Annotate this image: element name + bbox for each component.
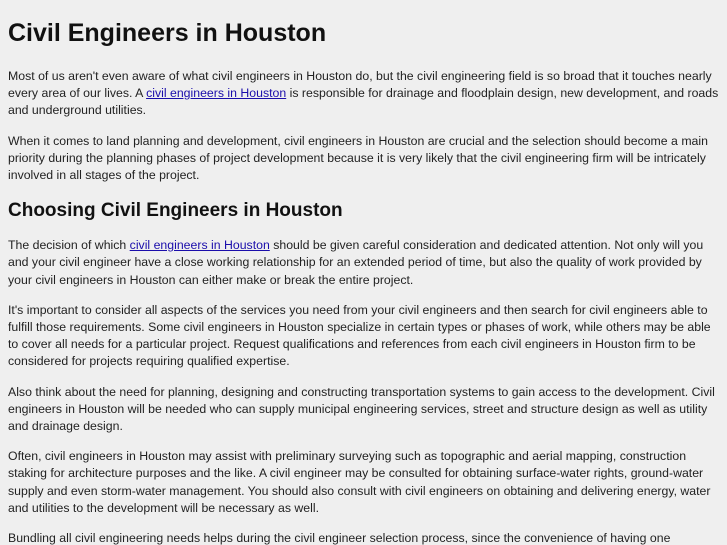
surveying-paragraph: Often, civil engineers in Houston may assist with preliminary surveying such as topographic and aerial mapping, construction staking for architecture purposes and the like. A civil engineer may be consulted for obtaining surface-water rights, ground-water supply and even storm-water management. You should also consult with civil engineers on obtaining and delivering energy, water and utilities to the development will be necessary as well. [8, 449, 711, 515]
decision-paragraph [8, 237, 719, 289]
decision-text-after: should be given careful consideration and dedicated attention. Not only will you and your civil engineer have a close working relationship for an extended period of time, but also the quality of work provided by your civil engineers in Houston can either make or break the entire project. [8, 238, 704, 287]
transportation-paragraph: Also think about the need for planning, designing and constructing transportation systems to gain access to the development. Civil engineers in Houston will be needed who can supply municipal engineering services, street and structure design as well as utility and drainage design. [8, 384, 715, 434]
intro-text-before: Most of us aren't even aware of what civil engineers in Houston do, but the civil engineering field is so broad that it touches nearly every area of our lives. A [8, 69, 712, 101]
civil-engineers-link-1[interactable]: civil engineers in Houston [146, 86, 287, 101]
decision-text-before: The decision of which [8, 238, 130, 253]
section-heading: Choosing Civil Engineers in Houston [8, 200, 343, 222]
planning-paragraph: When it comes to land planning and development, civil engineers in Houston are crucial and the selection should become a main priority during the planning phases of project development because it is very likely that the civil engineering firm will be intricately involved in all stages of the project. [8, 133, 708, 183]
intro-paragraph [8, 68, 719, 120]
civil-engineers-link-2[interactable]: civil engineers in Houston [129, 238, 270, 253]
bundling-paragraph: Bundling all civil engineering needs helps during the civil engineer selection process, since the convenience of having one [8, 531, 671, 545]
intro-text-after: is responsible for drainage and floodplain design, new development, and roads and underground utilities. [8, 86, 719, 118]
aspects-paragraph: It's important to consider all aspects of the services you need from your civil engineers and then search for civil engineers able to fulfill those requirements. Some civil engineers in Houston specialize in certain types or phases of work, while others may be able to cover all needs for a particular project. Request qualifications and references from each civil engineers in Houston firm to be considered for projects requiring qualified expertise. [8, 302, 711, 369]
page-title: Civil Engineers in Houston [8, 19, 327, 47]
article-page [0, 17, 727, 545]
